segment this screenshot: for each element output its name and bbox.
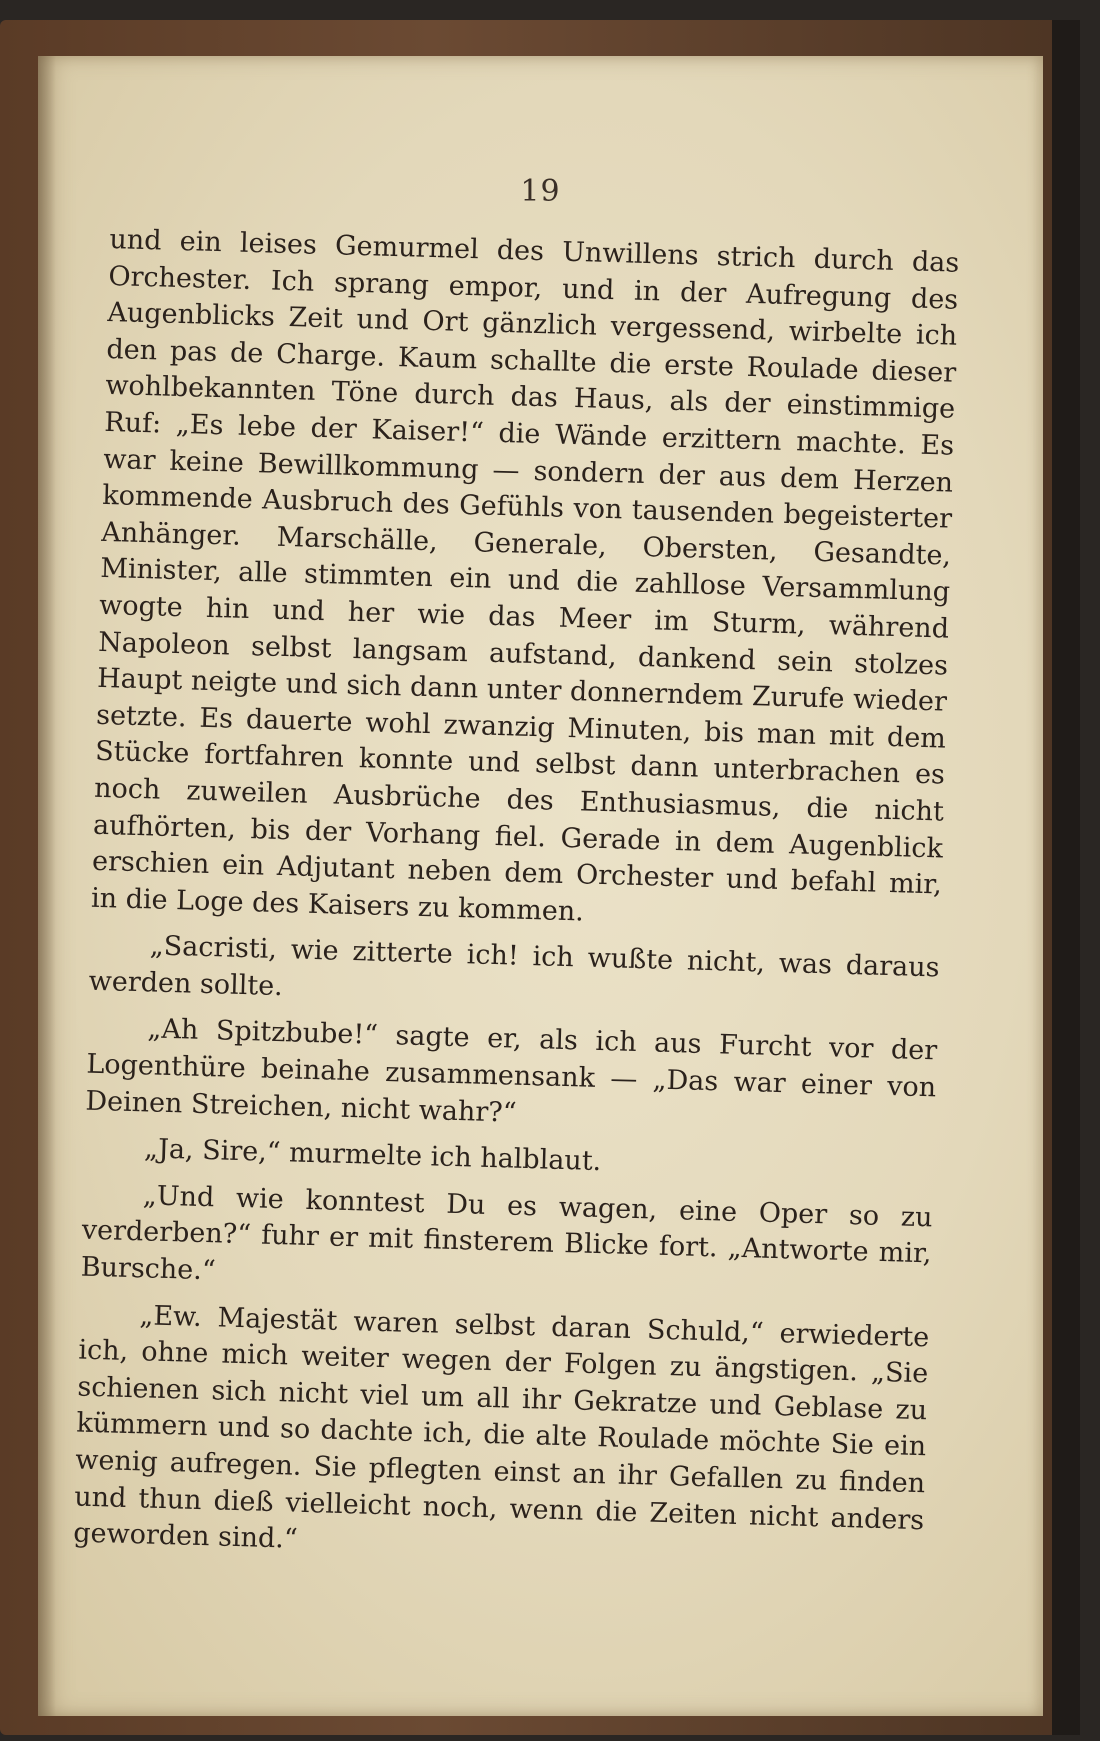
book-page: [38, 56, 1043, 1716]
paragraph: „Sacristi, wie zitterte ich! ich wußte nicht, was daraus werden sollte.: [88, 930, 940, 1002]
page-text: [73, 222, 960, 1576]
page-gutter-shadow: [38, 56, 56, 1716]
paragraph: und ein leises Gemurmel des Unwillens strich durch das Orchester. Ich sprang empor, und in der Aufregung des Augenblicks Zeit und Ort gänzlich vergessend, wirbelte ich den pas de Charge. Kaum schallte die erste Roulade dieser wohlbekannten Töne durch das Haus, als der einstimmige Ruf: „Es lebe der Kaiser!“ die Wände erzittern machte. Es war keine Bewillkommung — sondern der aus dem Herzen kommende Ausbruch des Gefühls von tausenden begeisterter Anhänger. Marschälle, Generale, Obersten, Gesandte, Minister, alle stimmten ein und die zahllose Versammlung wogte hin und her wie das Meer im Sturm, während Napoleon selbst langsam aufstand, dankend sein stolzes Haupt neigte und sich dann unter donnerndem Zurufe wieder setzte. Es dauerte wohl zwanzig Minuten, bis man mit dem Stücke fortfahren konnte und selbst dann unterbrachen es noch zuweilen Ausbrüche des Enthusiasmus, die nicht aufhörten, bis der Vorhang fiel. Gerade in dem Augenblick erschien ein Adjutant neben dem Orchester und befahl mir, in die Loge des Kaisers zu kommen.: [90, 223, 960, 928]
paragraph: „Und wie konntest Du es wagen, eine Oper so zu verderben?“ fuhr er mit finsterem Blicke fort. „Antworte mir, Bursche.“: [80, 1180, 933, 1287]
paragraph: „Ja, Sire,“ murmelte ich halblaut.: [143, 1133, 602, 1178]
page-number: 19: [520, 174, 561, 209]
paragraph: „Ew. Majestät waren selbst daran Schuld,“ erwiederte ich, ohne mich weiter wegen der Folgen zu ängstigen. „Sie schienen sich nicht viel um all ihr Gekratze und Geblase zu kümmern und so dachte ich, die alte Roulade möchte Sie ein wenig aufregen. Sie pflegten einst an ihr Gefallen zu finden und thun dieß vielleicht noch, wenn die Zeiten nicht anders geworden sind.“: [72, 1299, 930, 1555]
paragraph: „Ah Spitzbube!“ sagte er, als ich aus Furcht vor der Logenthüre beinahe zusammensank — „Das war einer von Deinen Streichen, nicht wahr?“: [85, 1013, 938, 1129]
cover-edge: [1052, 20, 1080, 1735]
